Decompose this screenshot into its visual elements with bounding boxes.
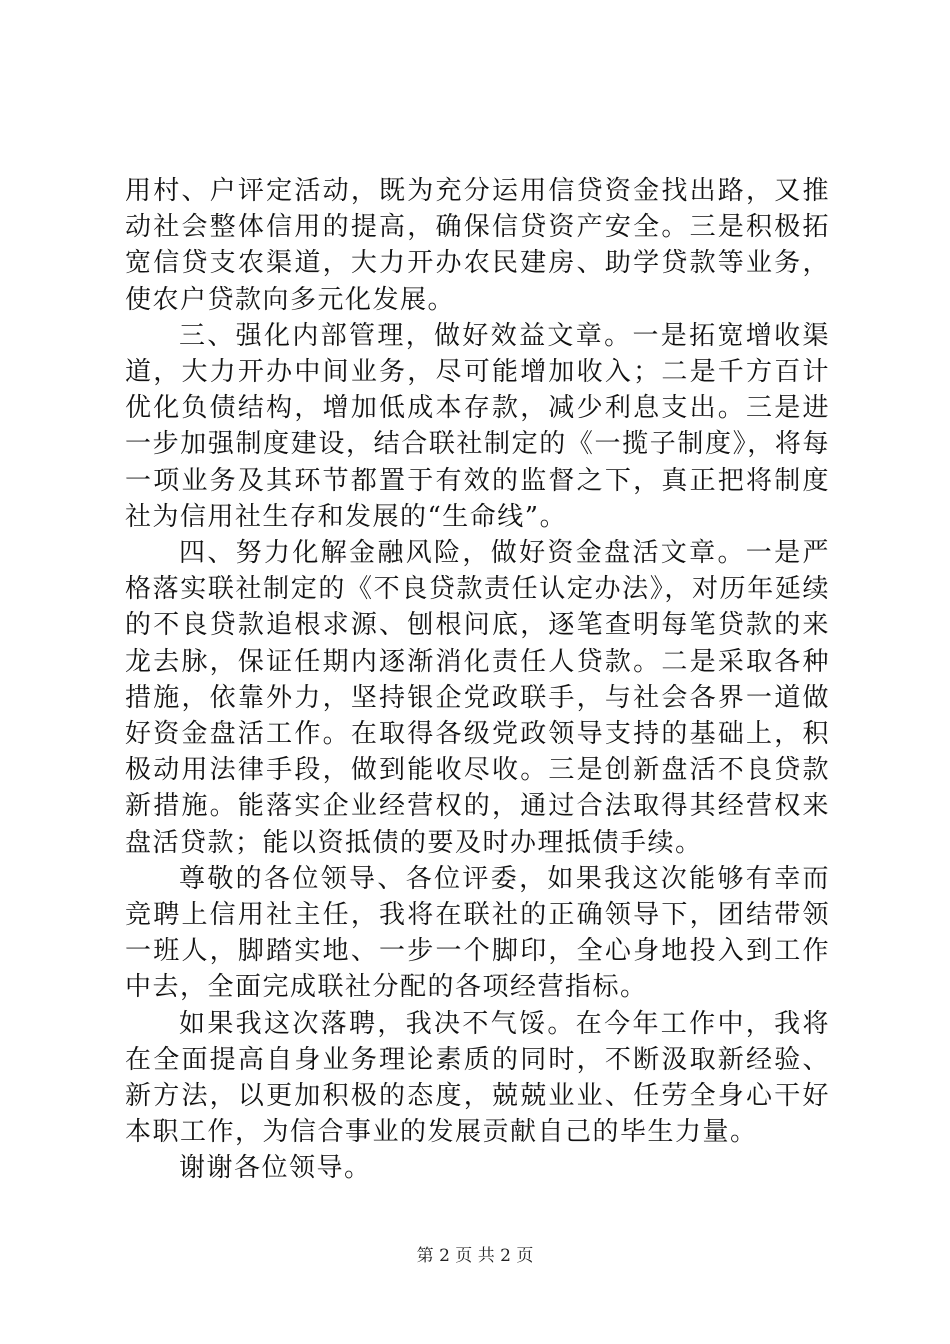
- paragraph-if-not-selected: 如果我这次落聘，我决不气馁。在今年工作中，我将在全面提高自身业务理论素质的同时，不断汲取新经验、新方法，以更加积极的态度，兢兢业业、任劳全身心干好本职工作，为信合事业的发展贡献自己的毕生力量。: [125, 1008, 830, 1148]
- paragraph-thanks: 谢谢各位领导。: [179, 1153, 372, 1184]
- page-number-footer: 第 2 页 共 2 页: [416, 1246, 534, 1266]
- document-body: [125, 173, 830, 1187]
- paragraph-section-three: 三、强化内部管理，做好效益文章。一是拓宽增收渠道，大力开办中间业务，尽可能增加收入；二是千方百计优化负债结构，增加低成本存款，减少利息支出。三是进一步加强制度建设，结合联社制定的《一揽子制度》，将每一项业务及其环节都置于有效的监督之下，真正把将制度社为信用社生存和发展的“生命线”。: [125, 320, 830, 532]
- paragraph-commitment: 尊敬的各位领导、各位评委，如果我这次能够有幸而竞聘上信用社主任，我将在联社的正确领导下，团结带领一班人，脚踏实地、一步一个脚印，全心身地投入到工作中去，全面完成联社分配的各项经营指标。: [125, 863, 830, 1003]
- paragraph-continuation: 用村、户评定活动，既为充分运用信贷资金找出路，又推动社会整体信用的提高，确保信贷资产安全。三是积极拓宽信贷支农渠道，大力开办农民建房、助学贷款等业务，使农户贷款向多元化发展。: [125, 176, 830, 315]
- paragraph-section-four: 四、努力化解金融风险，做好资金盘活文章。一是严格落实联社制定的《不良贷款责任认定办法》，对历年延续的不良贷款追根求源、刨根问底，逐笔查明每笔贷款的来龙去脉，保证任期内逐渐消化责任人贷款。二是采取各种措施，依靠外力，坚持银企党政联手，与社会各界一道做好资金盘活工作。在取得各级党政领导支持的基础上，积极动用法律手段，做到能收尽收。三是创新盘活不良贷款新措施。能落实企业经营权的，通过合法取得其经营权来盘活贷款；能以资抵债的要及时办理抵债手续。: [125, 538, 830, 858]
